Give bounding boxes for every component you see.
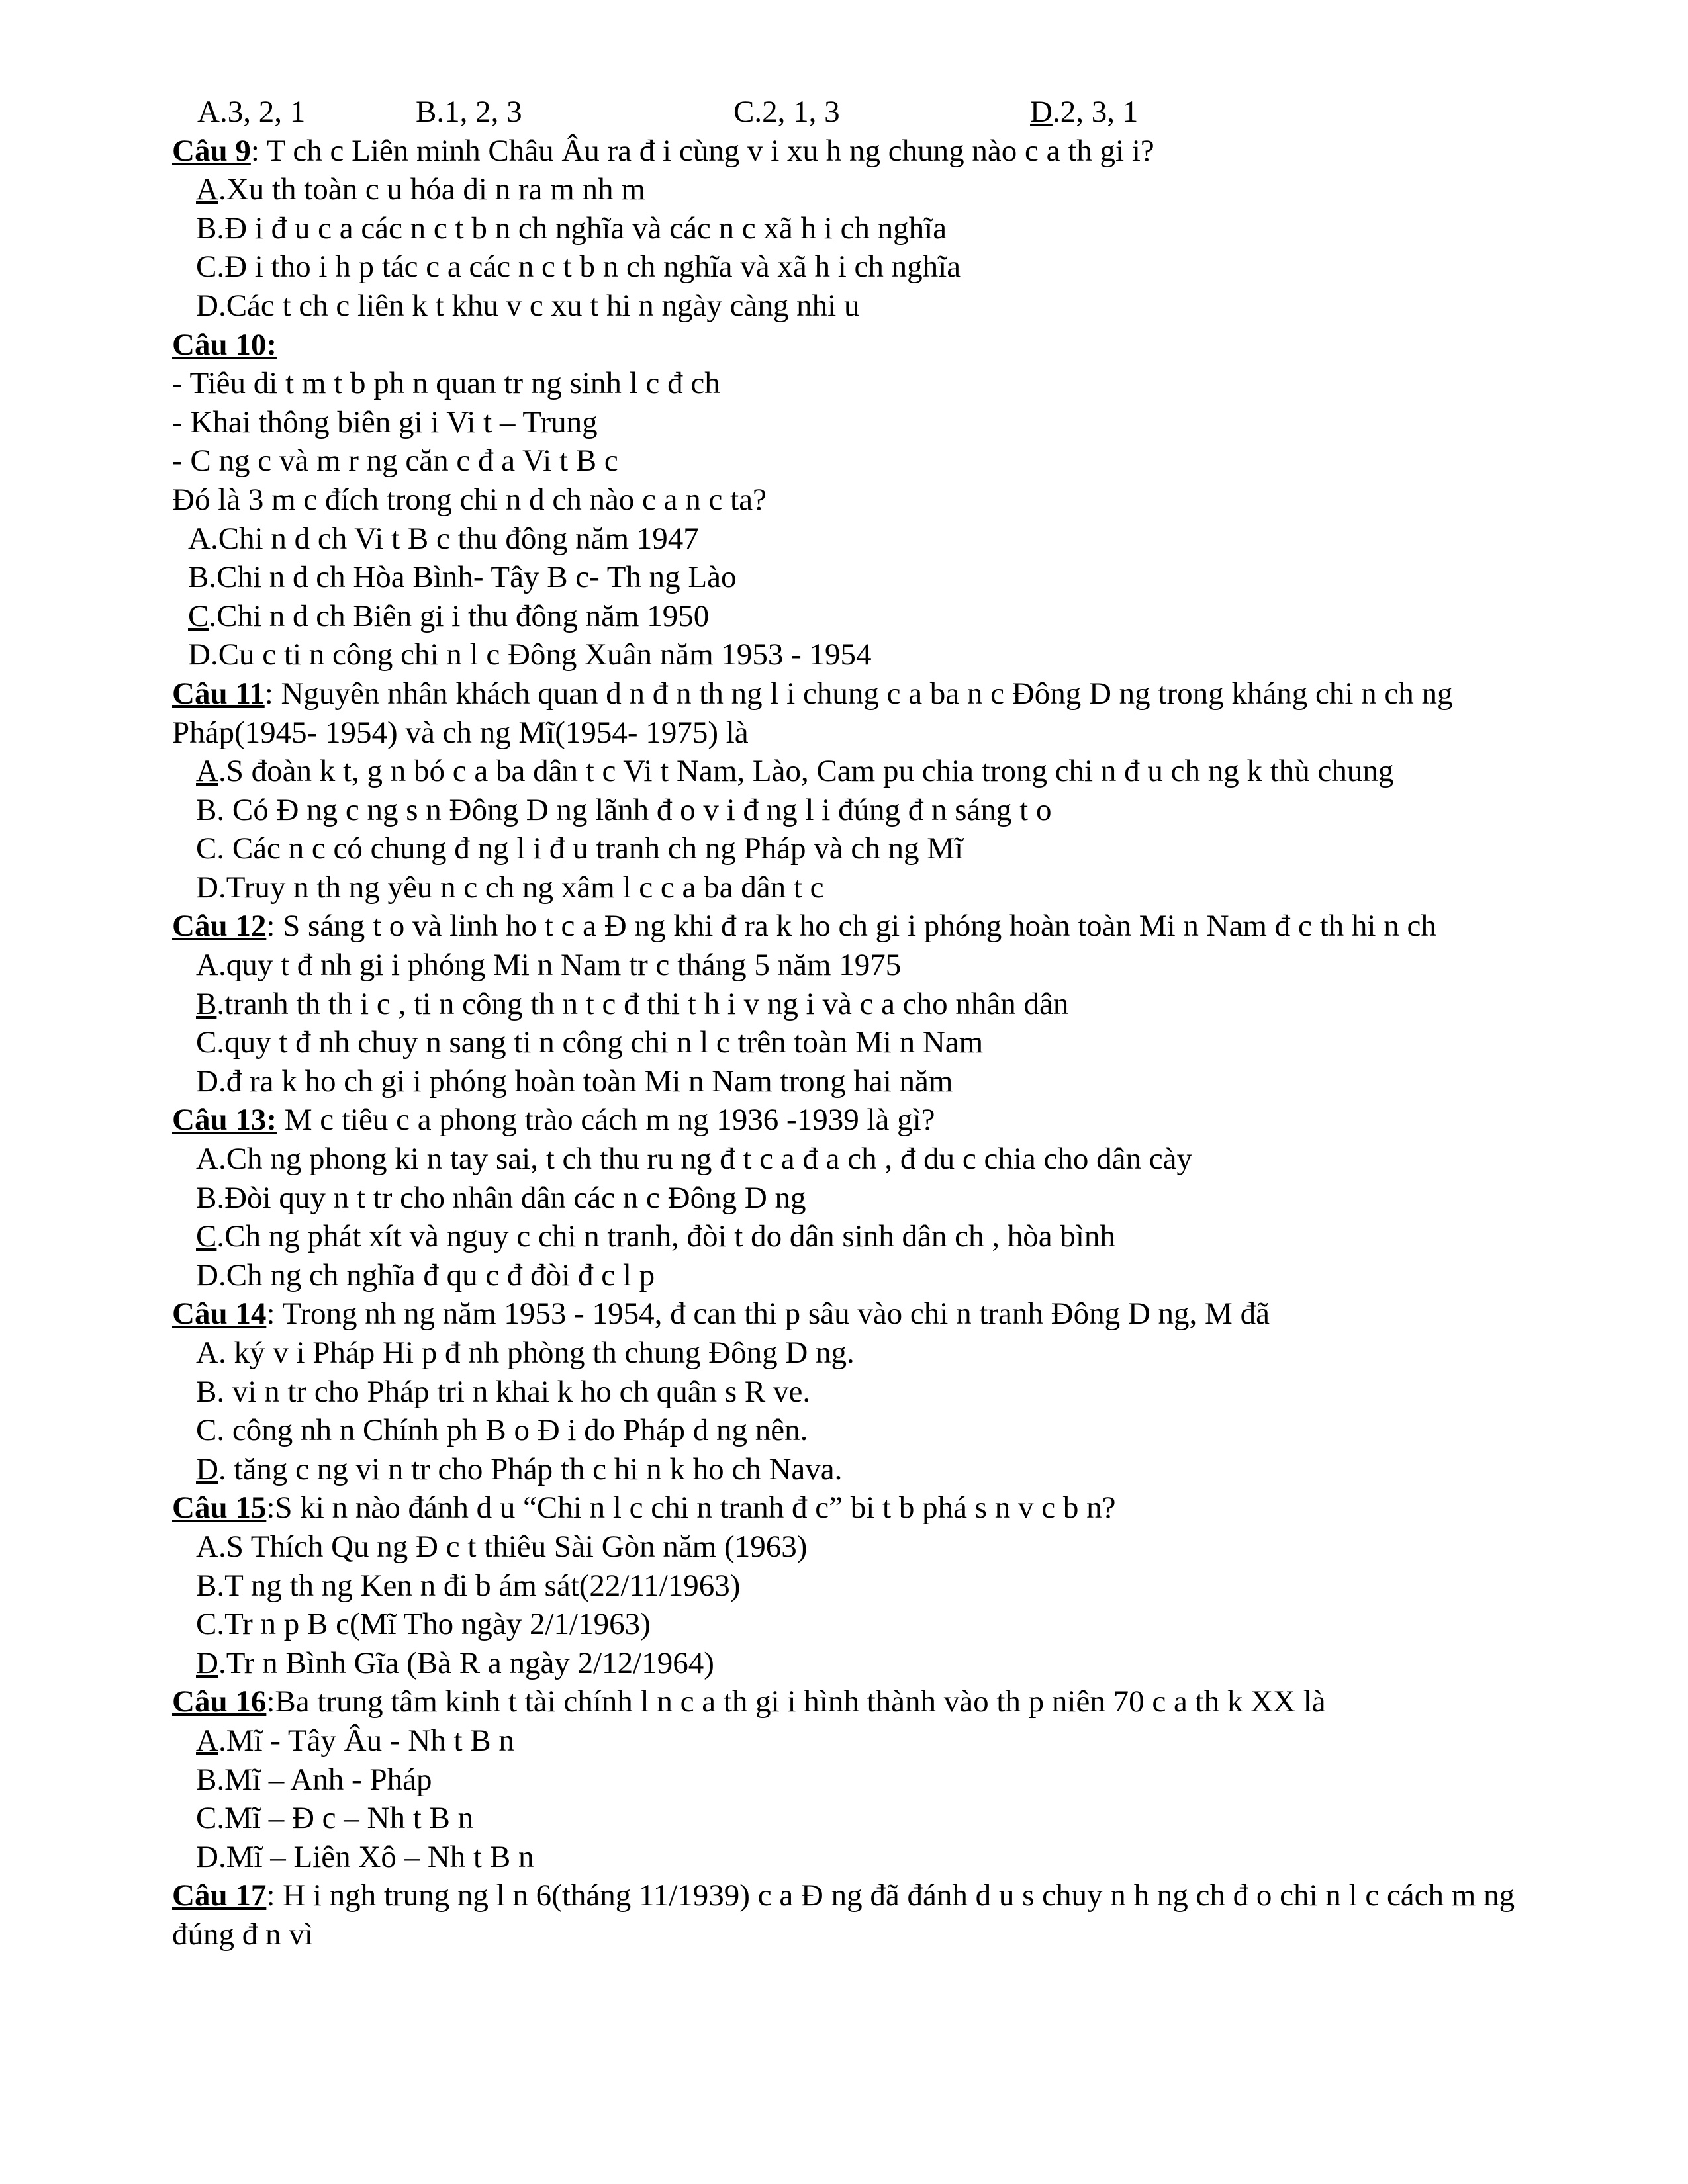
question-14-label: Câu 14 — [172, 1297, 267, 1332]
option-c-text: .Ch ng phát xít và nguy c chi n tranh, đòi t do dân sinh dân ch , hòa bình — [216, 1219, 1115, 1254]
question-13-option-b: B.Đòi quy n t tr cho nhân dân các n c Đông D ng — [196, 1180, 806, 1215]
question-16-option-a — [172, 1721, 1569, 1760]
question-14-option-b: B. vi n tr cho Pháp tri n khai k ho ch quân s R ve. — [196, 1374, 811, 1409]
question-14-text: : Trong nh ng năm 1953 - 1954, đ can thi p sâu vào chi n tranh Đông D ng, M đã — [266, 1297, 1270, 1332]
question-16-option-b: B.Mĩ – Anh - Pháp — [196, 1762, 432, 1797]
answer-a: A.3, 2, 1 — [197, 95, 306, 129]
option-a-text: .Mĩ - Tây Âu - Nh t B n — [218, 1723, 514, 1758]
option-a-text: .S đoàn k t, g n bó c a ba dân t c Vi t Nam, Lào, Cam pu chia trong chi n đ u ch ng k thù chung — [218, 754, 1394, 789]
question-15-option-d — [172, 1644, 1569, 1683]
question-17-stem — [172, 1876, 1569, 1954]
option-a-letter: A — [196, 1723, 218, 1758]
answer-d — [1030, 93, 1138, 132]
question-11-stem — [172, 674, 1569, 752]
question-12-stem — [172, 907, 1569, 946]
option-a-text: .Xu th toàn c u hóa di n ra m nh m — [218, 172, 645, 207]
option-c-letter: C — [188, 598, 209, 633]
question-13-option-d: D.Ch ng ch nghĩa đ qu c đ đòi đ c l p — [196, 1257, 655, 1293]
question-9-option-d: D.Các t ch c liên k t khu v c xu t hi n ngày càng nhi u — [196, 288, 860, 323]
question-9-stem — [172, 132, 1569, 171]
question-14-stem — [172, 1295, 1569, 1334]
question-12-text: : S sáng t o và linh ho t c a Đ ng khi đ ra k ho ch gi i phóng hoàn toàn Mi n Nam đ c th hi n ch — [266, 909, 1436, 944]
question-15-option-a: A.S Thích Qu ng Đ c t thiêu Sài Gòn năm (1963) — [196, 1529, 808, 1564]
question-15-option-b: B.T ng th ng Ken n đi b ám sát(22/11/1963) — [196, 1568, 741, 1603]
question-15-stem — [172, 1488, 1569, 1527]
question-16-label: Câu 16 — [172, 1684, 267, 1719]
option-a-letter: A — [196, 754, 218, 789]
option-b-letter: B — [196, 986, 217, 1021]
question-13-stem — [172, 1101, 1569, 1140]
question-16-stem — [172, 1682, 1569, 1721]
previous-question-answers — [172, 93, 1569, 132]
option-c-text: .Chi n d ch Biên gi i thu đông năm 1950 — [209, 598, 710, 633]
option-d-letter: D — [196, 1645, 218, 1680]
answer-b: B.1, 2, 3 — [416, 95, 522, 129]
question-10-option-a: A.Chi n d ch Vi t B c thu đông năm 1947 — [188, 521, 699, 556]
question-10-option-b: B.Chi n d ch Hòa Bình- Tây B c- Th ng Lào — [188, 560, 737, 595]
question-16-option-c: C.Mĩ – Đ c – Nh t B n — [196, 1801, 474, 1836]
question-10-label-line — [172, 326, 1569, 365]
question-10-option-d: D.Cu c ti n công chi n l c Đông Xuân năm 1953 - 1954 — [188, 637, 872, 672]
question-14-option-c: C. công nh n Chính ph B o Đ i do Pháp d ng nên. — [196, 1413, 808, 1448]
question-13-option-c — [172, 1217, 1569, 1256]
question-15-text: :S ki n nào đánh d u “Chi n l c chi n tranh đ c” bi t b phá s n v c b n? — [266, 1490, 1116, 1525]
question-15-option-c: C.Tr n p B c(Mĩ Tho ngày 2/1/1963) — [196, 1607, 651, 1642]
question-12-option-c: C.quy t đ nh chuy n sang ti n công chi n l c trên toàn Mi n Nam — [196, 1025, 984, 1060]
question-11-option-d: D.Truy n th ng yêu n c ch ng xâm l c c a ba dân t c — [196, 870, 824, 905]
question-9-text: : T ch c Liên minh Châu Âu ra đ i cùng v i xu h ng chung nào c a th gi i? — [250, 133, 1154, 168]
question-13-option-a: A.Ch ng phong ki n tay sai, t ch thu ru ng đ t c a đ a ch , đ du c chia cho dân cày — [196, 1142, 1192, 1177]
option-d-text: . tăng c ng vi n tr cho Pháp th c hi n k ho ch Nava. — [218, 1451, 843, 1486]
question-9-option-b: B.Đ i đ u c a các n c t b n ch nghĩa và các n c xã h i ch nghĩa — [196, 210, 947, 246]
question-13-label: Câu 13: — [172, 1103, 277, 1138]
question-10-bullet-1: - Tiêu di t m t b ph n quan tr ng sinh l c đ ch — [172, 366, 720, 401]
question-11-option-a — [172, 752, 1569, 791]
question-10-bullet-3: - C ng c và m r ng căn c đ a Vi t B c — [172, 443, 618, 478]
question-10-stem: Đó là 3 m c đích trong chi n d ch nào c a n c ta? — [172, 482, 767, 517]
question-9-option-c: C.Đ i tho i h p tác c a các n c t b n ch nghĩa và xã h i ch nghĩa — [196, 250, 961, 285]
option-d-letter: D — [196, 1451, 218, 1486]
answer-d-letter: D — [1030, 95, 1053, 129]
question-11-text: : Nguyên nhân khách quan d n đ n th ng l i chung c a ba n c Đông D ng trong kháng chi n ch ng Pháp(1945- 1954) và ch ng Mĩ(1954- 1975) là — [172, 676, 1453, 750]
question-11-option-b: B. Có Đ ng c ng s n Đông D ng lãnh đ o v i đ ng l i đúng đ n sáng t o — [196, 792, 1052, 827]
option-c-letter: C — [196, 1219, 217, 1254]
question-12-label: Câu 12 — [172, 909, 267, 944]
question-11-label: Câu 11 — [172, 676, 265, 711]
question-13-text: M c tiêu c a phong trào cách m ng 1936 -1939 là gì? — [276, 1103, 935, 1138]
question-10-bullet-2: - Khai thông biên gi i Vi t – Trung — [172, 404, 598, 439]
question-10-label: Câu 10: — [172, 327, 277, 362]
answer-c: C.2, 1, 3 — [733, 95, 840, 129]
question-12-option-d: D.đ ra k ho ch gi i phóng hoàn toàn Mi n Nam trong hai năm — [196, 1064, 953, 1099]
question-12-option-a: A.quy t đ nh gi i phóng Mi n Nam tr c tháng 5 năm 1975 — [196, 948, 902, 983]
exam-page — [172, 93, 1569, 1954]
question-11-option-c: C. Các n c có chung đ ng l i đ u tranh ch ng Pháp và ch ng Mĩ — [196, 831, 964, 866]
option-d-text: .Tr n Bình Gĩa (Bà R a ngày 2/12/1964) — [218, 1645, 714, 1680]
option-b-text: .tranh th th i c , ti n công th n t c đ thi t h i v ng i và c a cho nhân dân — [216, 986, 1069, 1021]
question-9-label: Câu 9 — [172, 133, 251, 168]
question-14-option-a: A. ký v i Pháp Hi p đ nh phòng th chung Đông D ng. — [196, 1336, 855, 1370]
question-16-text: :Ba trung tâm kinh t tài chính l n c a th gi i hình thành vào th p niên 70 c a th k XX là — [266, 1684, 1326, 1719]
question-15-label: Câu 15 — [172, 1490, 267, 1525]
question-17-text: : H i ngh trung ng l n 6(tháng 11/1939) c a Đ ng đã đánh d u s chuy n h ng ch đ o chi n l c cách m ng đúng đ n vì — [172, 1878, 1515, 1952]
question-16-option-d: D.Mĩ – Liên Xô – Nh t B n — [196, 1839, 534, 1874]
option-a-letter: A — [196, 172, 218, 207]
answer-d-text: .2, 3, 1 — [1052, 95, 1139, 129]
question-14-option-d — [172, 1450, 1569, 1489]
question-10-option-c — [172, 597, 1569, 636]
question-12-option-b — [172, 985, 1569, 1024]
question-17-label: Câu 17 — [172, 1878, 267, 1913]
question-9-option-a — [172, 170, 1569, 209]
